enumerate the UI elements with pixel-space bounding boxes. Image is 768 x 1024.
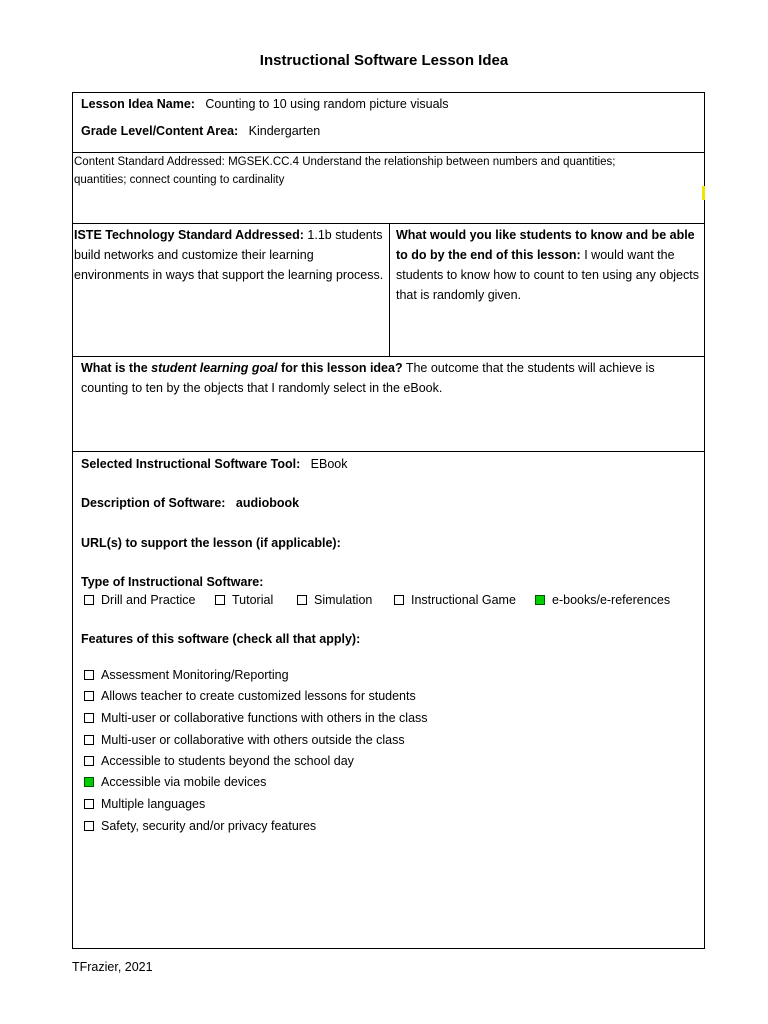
grade-label: Grade Level/Content Area: <box>81 124 239 138</box>
description-row <box>81 493 299 513</box>
tool-label: Selected Instructional Software Tool: <box>81 457 301 471</box>
checkbox[interactable] <box>84 735 94 745</box>
footer-author: TFrazier, 2021 <box>72 960 153 974</box>
grade-value: Kindergarten <box>248 124 321 138</box>
checkbox-checked[interactable] <box>535 595 545 605</box>
feature-multiuser-class[interactable]: Multi-user or collaborative functions with others in the class <box>84 709 428 727</box>
type-option-simulation[interactable]: Simulation <box>297 591 372 609</box>
know-text: I would want the students to know how to count to ten using any objects that is randomly given. <box>396 248 699 302</box>
description-value: audiobook <box>235 496 300 510</box>
url-label: URL(s) to support the lesson (if applicable): <box>81 536 341 550</box>
goal-label: What is the student learning goal for this lesson idea? <box>81 361 403 375</box>
grade-row <box>81 121 320 141</box>
know-label: What would you like students to know and be able to do by the end of this lesson: <box>396 228 695 262</box>
features-label: Features of this software (check all that apply): <box>81 632 361 646</box>
checkbox[interactable] <box>84 713 94 723</box>
content-standard-text: MGSEK.CC.4 Understand the relationship between numbers and quantities; <box>228 156 616 168</box>
tool-row <box>81 454 348 474</box>
content-standard-line2: quantities; connect counting to cardinality <box>74 174 285 186</box>
feature-beyond-school-day[interactable]: Accessible to students beyond the school day <box>84 752 354 770</box>
know-text-block <box>396 225 703 305</box>
type-option-drill[interactable]: Drill and Practice <box>84 591 195 609</box>
feature-privacy[interactable]: Safety, security and/or privacy features <box>84 817 316 835</box>
iste-text-block <box>74 225 384 285</box>
checkbox[interactable] <box>215 595 225 605</box>
lesson-name-label: Lesson Idea Name: <box>81 97 195 111</box>
type-option-instructional-game[interactable]: Instructional Game <box>394 591 516 609</box>
checkbox[interactable] <box>84 799 94 809</box>
description-label: Description of Software: <box>81 496 226 510</box>
type-label: Type of Instructional Software: <box>81 575 264 589</box>
feature-assessment[interactable]: Assessment Monitoring/Reporting <box>84 666 289 684</box>
lesson-name-value: Counting to 10 using random picture visuals <box>205 97 449 111</box>
goal-text-block <box>81 358 701 398</box>
iste-text: 1.1b students build networks and customize their learning environments in ways that support the learning process. <box>74 228 384 282</box>
checkbox[interactable] <box>297 595 307 605</box>
checkbox[interactable] <box>84 756 94 766</box>
iste-label: ISTE Technology Standard Addressed: <box>74 228 304 242</box>
content-standard-label: Content Standard Addressed: <box>74 156 225 168</box>
highlight-mark <box>702 186 705 200</box>
checkbox[interactable] <box>394 595 404 605</box>
goal-text: The outcome that the students will achieve is counting to ten by the objects that I randomly select in the eBook. <box>81 361 655 395</box>
checkbox[interactable] <box>84 670 94 680</box>
checkbox-checked[interactable] <box>84 777 94 787</box>
tool-value: EBook <box>310 457 348 471</box>
feature-custom-lessons[interactable]: Allows teacher to create customized lessons for students <box>84 687 416 705</box>
lesson-name-row <box>81 94 449 114</box>
checkbox[interactable] <box>84 821 94 831</box>
feature-multiuser-outside[interactable]: Multi-user or collaborative with others outside the class <box>84 731 405 749</box>
document-title: Instructional Software Lesson Idea <box>259 52 509 69</box>
feature-mobile[interactable]: Accessible via mobile devices <box>84 773 266 791</box>
checkbox[interactable] <box>84 595 94 605</box>
type-option-tutorial[interactable]: Tutorial <box>215 591 273 609</box>
content-standard-line1 <box>74 153 702 171</box>
feature-languages[interactable]: Multiple languages <box>84 795 205 813</box>
type-option-ebooks[interactable]: e-books/e-references <box>535 591 670 609</box>
checkbox[interactable] <box>84 691 94 701</box>
